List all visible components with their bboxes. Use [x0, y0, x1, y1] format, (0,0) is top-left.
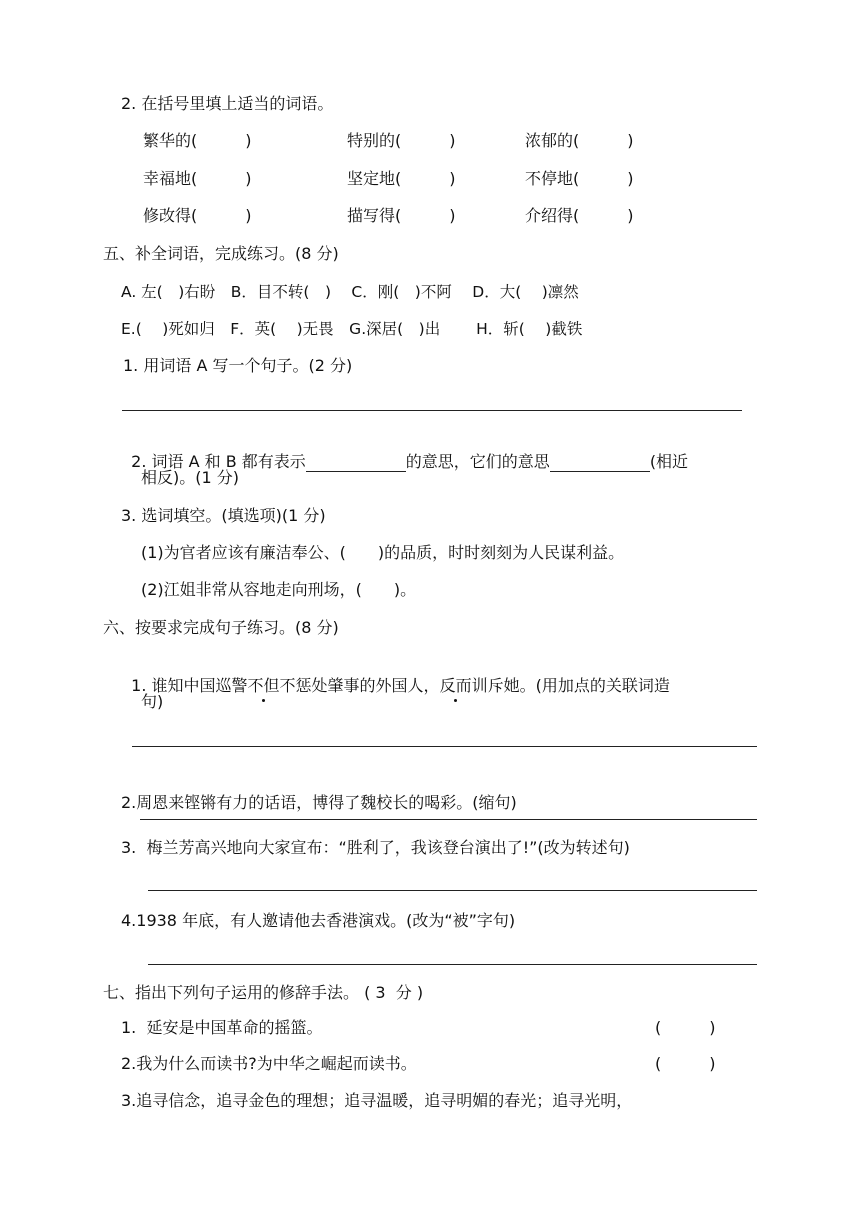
s5-options-line-1: A. 左( )右盼 B．目不转( ) C．刚( )不阿 D．大( )凛然	[121, 283, 579, 301]
s5-question-3-1: (1)为官者应该有廉洁奉公、( )的品质，时时刻刻为人民谋利益。	[141, 543, 625, 562]
s6-q1-dotted-word-1: 不但	[247, 676, 280, 695]
section-6-heading: 六、按要求完成句子练习。(8 分)	[103, 618, 339, 637]
s6-question-4: 4.1938 年底，有人邀请他去香港演戏。(改为“被”字句)	[121, 911, 516, 930]
q2-cell-2-2[interactable]: 坚定地( )	[347, 169, 456, 188]
s7-question-1: 1. 延安是中国革命的摇篮。	[121, 1018, 323, 1037]
q2-cell-1-3[interactable]: 浓郁的( )	[525, 131, 634, 150]
s5-q2-text-c: (相近	[649, 452, 689, 471]
s7-question-3: 3.追寻信念，追寻金色的理想；追寻温暖，追寻明媚的春光；追寻光明，	[121, 1091, 633, 1110]
s6-question-1	[121, 656, 670, 696]
s5-q2-text-a: 2. 词语 A 和 B 都有表示	[131, 452, 306, 471]
s5-question-2	[121, 432, 688, 472]
q2-title: 2. 在括号里填上适当的词语。	[121, 94, 334, 113]
s5-question-3: 3. 选词填空。(填选项)(1 分)	[121, 506, 326, 525]
s6-q3-answer-line[interactable]	[148, 890, 757, 891]
s7-q2-paren[interactable]: ( )	[655, 1054, 716, 1073]
s6-q2-answer-line[interactable]	[140, 819, 757, 820]
s7-q1-paren[interactable]: ( )	[655, 1018, 716, 1037]
s6-question-2: 2.周恩来铿锵有力的话语，博得了魏校长的喝彩。(缩句)	[121, 793, 517, 812]
q2-cell-3-3[interactable]: 介绍得( )	[525, 206, 634, 225]
s6-q1-pre: 1. 谁知中国巡警	[131, 676, 248, 695]
s5-question-1: 1. 用词语 A 写一个句子。(2 分)	[123, 356, 353, 375]
s5-q1-answer-line[interactable]	[122, 410, 742, 411]
section-7-heading: 七、指出下列句子运用的修辞手法。 ( 3 分 )	[103, 983, 424, 1002]
q2-cell-2-3[interactable]: 不停地( )	[525, 169, 634, 188]
s5-question-2-cont: 相反)。(1 分)	[141, 468, 239, 487]
s5-q2-text-b: 的意思，它们的意思	[405, 452, 550, 471]
s6-question-3: 3. 梅兰芳高兴地向大家宣布：“胜利了，我该登台演出了!”(改为转述句)	[121, 838, 630, 857]
s6-question-1-cont: 句)	[141, 692, 164, 711]
q2-cell-3-2[interactable]: 描写得( )	[347, 206, 456, 225]
q2-cell-1-1[interactable]: 繁华的( )	[143, 131, 252, 150]
s6-q1-mid: 不惩处肇事的外国人，	[279, 676, 440, 695]
section-5-heading: 五、补全词语，完成练习。(8 分)	[103, 244, 339, 263]
s6-q1-answer-line[interactable]	[132, 746, 757, 747]
s5-q2-blank-1[interactable]	[306, 455, 406, 472]
s6-q1-post: 训斥她。(用加点的关联词造	[471, 676, 670, 695]
s5-options-line-2: E.( )死如归 F．英( )无畏 G.深居( )出 H．斩( )截铁	[121, 320, 583, 338]
s5-question-3-2: (2)江姐非常从容地走向刑场，( )。	[141, 580, 417, 599]
s6-q1-dotted-word-2: 反而	[439, 676, 472, 695]
s5-q2-blank-2[interactable]	[550, 455, 650, 472]
q2-cell-2-1[interactable]: 幸福地( )	[143, 169, 252, 188]
s7-question-2: 2.我为什么而读书?为中华之崛起而读书。	[121, 1054, 417, 1073]
q2-cell-1-2[interactable]: 特别的( )	[347, 131, 456, 150]
q2-cell-3-1[interactable]: 修改得( )	[143, 206, 252, 225]
s6-q4-answer-line[interactable]	[148, 964, 757, 965]
